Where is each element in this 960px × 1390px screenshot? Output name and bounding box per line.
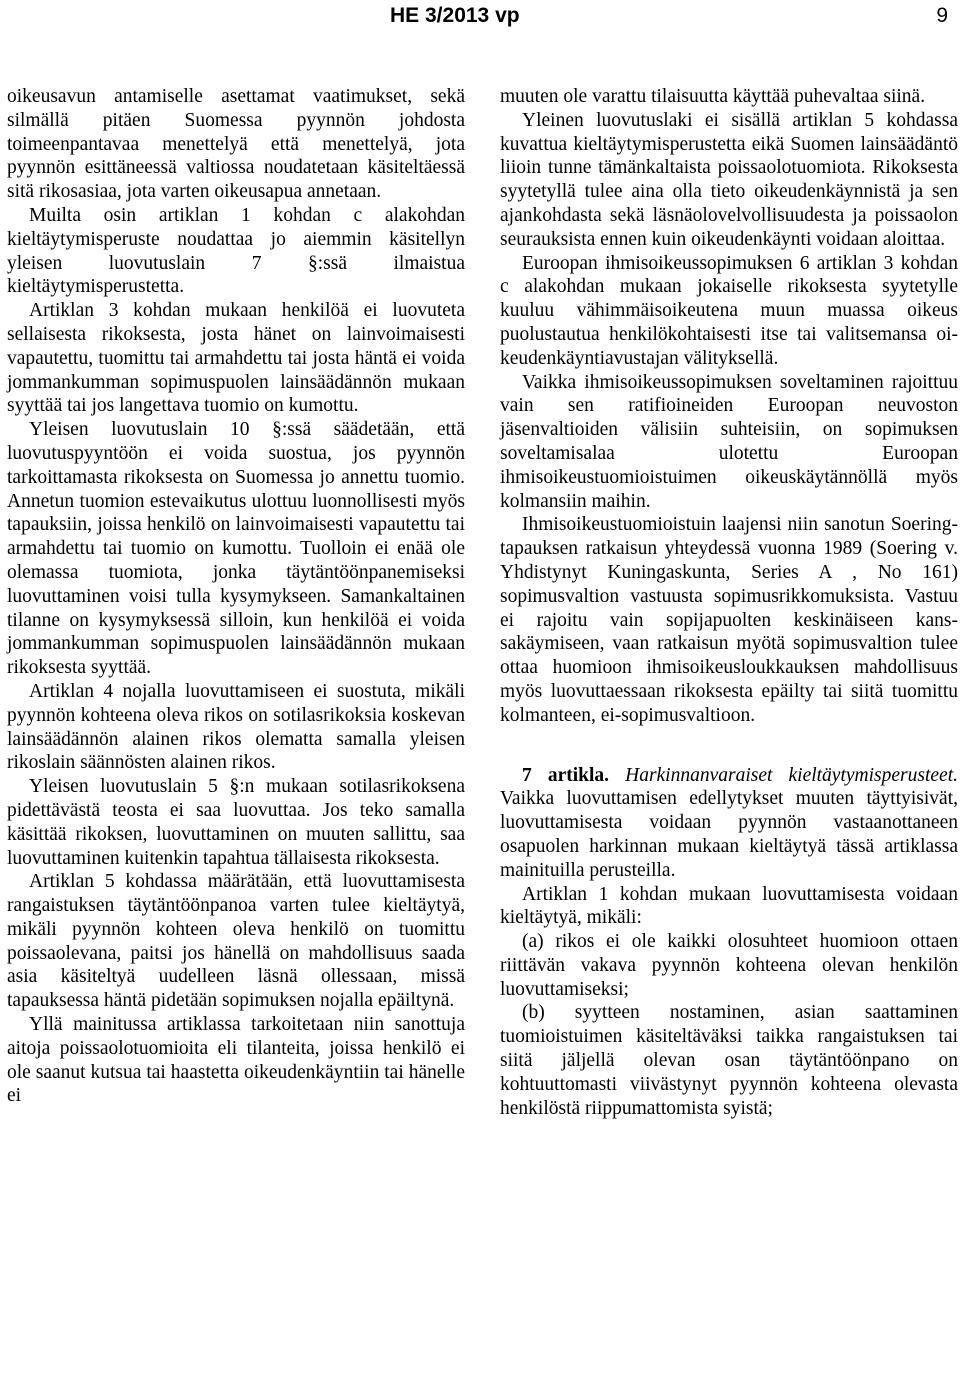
paragraph: Artiklan 1 kohdan mukaan luovuttamisesta voidaan kieltäytyä, mikäli:: [500, 883, 958, 929]
paragraph: Artiklan 3 kohdan mukaan henkilöä ei luovuteta sellaisesta rikoksesta, josta hänet on lainvoimaisesti vapautettu, tuomittu tai armahdettu tai josta häntä ei voida jommankumman sopimuspuolen lainsäädännön mukaan syyttää tai jos langettava tuomio on kumottu.: [7, 300, 465, 417]
paragraph: Yleinen luovutuslaki ei sisällä artiklan 5 kohdassa kuvattua kieltäytymisperustetta eikä Suomen lainsäädäntö liioin tunne tämänkaltaista poissaolotuomiota. Rikoksesta syytetyllä tulee aina olla tieto oikeudenkäynnistä ja sen ajankohdasta sekä läsnäolovelvollisuudesta ja poissaolon seurauksista ennen kuin oikeudenkäynti voidaan aloittaa.: [500, 109, 958, 250]
paragraph: Euroopan ihmisoikeussopimuksen 6 artiklan 3 kohdan c alakohdan mukaan jokaiselle rikoksesta syytetylle kuuluu vähimmäisoikeutena muun muassa oikeus puolustautua henkilökohtaisesti itse tai valitsemansa oikeudenkäyntiavustajan välityksellä.: [500, 252, 958, 369]
list-item: (a) rikos ei ole kaikki olosuhteet huomioon ottaen riittävän vakava pyynnön kohteena olevan henkilön luovuttamiseksi;: [500, 931, 958, 1000]
page-number: 9: [936, 4, 948, 27]
right-column: [500, 85, 958, 1120]
paragraph: muuten ole varattu tilaisuutta käyttää puhevaltaa siinä.: [500, 86, 926, 107]
left-column: [7, 85, 465, 1108]
paragraph: Muilta osin artiklan 1 kohdan c alakohdan kieltäytymisperuste noudattaa jo aiemmin käsitellyn yleisen luovutuslain 7 §:ssä ilmaistua kieltäytymisperustetta.: [7, 204, 465, 298]
section-gap: [500, 728, 958, 764]
paragraph: Artiklan 4 nojalla luovuttamiseen ei suostuta, mikäli pyynnön kohteena oleva rikos on sotilasrikoksia koskevan lainsäädännön alainen rikos olematta samalla yleisen rikoslain säännösten alainen rikos.: [7, 680, 465, 774]
paragraph: Yllä mainitussa artiklassa tarkoitetaan niin sanottuja aitoja poissaolotuomioita eli tilanteita, joissa henkilö ei ole saanut kutsua tai haastetta oikeudenkäyntiin tai hänelle ei: [7, 1014, 465, 1107]
paragraph: Ihmisoikeustuomioistuin laajensi niin sanotun Soering-tapauksen ratkaisun yhteydessä vuonna 1989 (Soering v. Yhdistynyt Kuningaskunta, Series A , No 161) sopimusvaltion vastuusta sopimusrikkomuksista. Vastuu ei rajoitu vain sopijapuolten keskinäiseen kanssakäymiseen, vaan ratkaisun myötä sopimusvaltion tulee ottaa huomioon ihmisoikeusloukkauksen mahdollisuus myös luovuttaessaan rikoksesta epäilty tai siitä tuomittu kolmanteen, ei-sopimusvaltioon.: [500, 514, 958, 726]
paragraph: oikeusavun antamiselle asettamat vaatimukset, sekä silmällä pitäen Suomessa pyynnön johdosta toimeenpantavaa menettelyä että menettelyä, jota pyynnön esittäneessä valtiossa noudatetaan käsiteltäessä sitä rikosasiaa, jota varten oikeusapua annetaan.: [7, 86, 465, 203]
article-number: 7 artikla.: [522, 764, 610, 786]
document-id: HE 3/2013 vp: [390, 4, 520, 27]
list-item: (b) syytteen nostaminen, asian saattaminen tuomioistuimen käsiteltäväksi taikka rangaistuksen tai siitä jäljellä olevan osan täytäntöönpano on kohtuuttomasti viivästynyt pyynnön kohteena olevasta henkilöstä riippumattomista syistä;: [500, 1002, 958, 1119]
paragraph: Yleisen luovutuslain 10 §:ssä säädetään, että luovutuspyyntöön ei voida suostua, jos pyynnön tarkoittamasta rikoksesta on Suomessa jo annettu tuomio. Annetun tuomion estevaikutus ulottuu luonnollisesti myös tapauksiin, joissa henkilö on lainvoimaisesti vapautettu tai armahdettu tai tuomio on kumottu. Tuolloin ei enää ole olemassa tuomiota, jonka täytäntöönpanemiseksi luovuttaminen voisi tulla kysymykseen. Samankaltainen tilanne on kysymyksessä silloin, kun henkilöä ei voida jommankumman sopimuspuolen lainsäädännön mukaan rikoksesta syyttää.: [7, 419, 465, 679]
article-title: Harkinnanvaraiset kieltäytymisperusteet.: [625, 764, 958, 786]
article-intro-text: Vaikka luovuttamisen edellytykset muuten täyttyisivät, luovuttamisesta voidaan pyynnön vastaanottaneen osapuolen harkinnan mukaan kieltäytyä tässä artiklassa mainituilla perusteilla.: [500, 788, 958, 881]
page-header: [0, 2, 960, 32]
paragraph: Yleisen luovutuslain 5 §:n mukaan sotilasrikoksena pidettävästä teosta ei saa luovuttaa. Jos teko samalla käsittää rikoksen, luovuttaminen on muuten sallittu, saa luovuttaminen kuitenkin tapahtua tällaisesta rikoksesta.: [7, 776, 465, 869]
paragraph: Vaikka ihmisoikeussopimuksen soveltaminen rajoittuu vain sen ratifioineiden Euroopan neuvoston jäsenvaltioiden välisiin suhteisiin, on sopimuksen soveltamisalaa ulotettu Euroopan ihmisoikeustuomioistuimen oikeuskäytännöllä myös kolmansiin maihin.: [500, 371, 958, 512]
paragraph: Artiklan 5 kohdassa määrätään, että luovuttamisesta rangaistuksen täytäntöönpanoa varten tulee kieltäytyä, mikäli pyynnön kohteen oleva henkilö on tuomittu poissaolevana, paitsi jos hänellä on mahdollisuus saada asia käsiteltyä uudelleen läsnä ollessaan, missä tapauksessa häntä pidetään sopimuksen nojalla epäiltynä.: [7, 871, 465, 1012]
article-heading-paragraph: [500, 764, 958, 883]
